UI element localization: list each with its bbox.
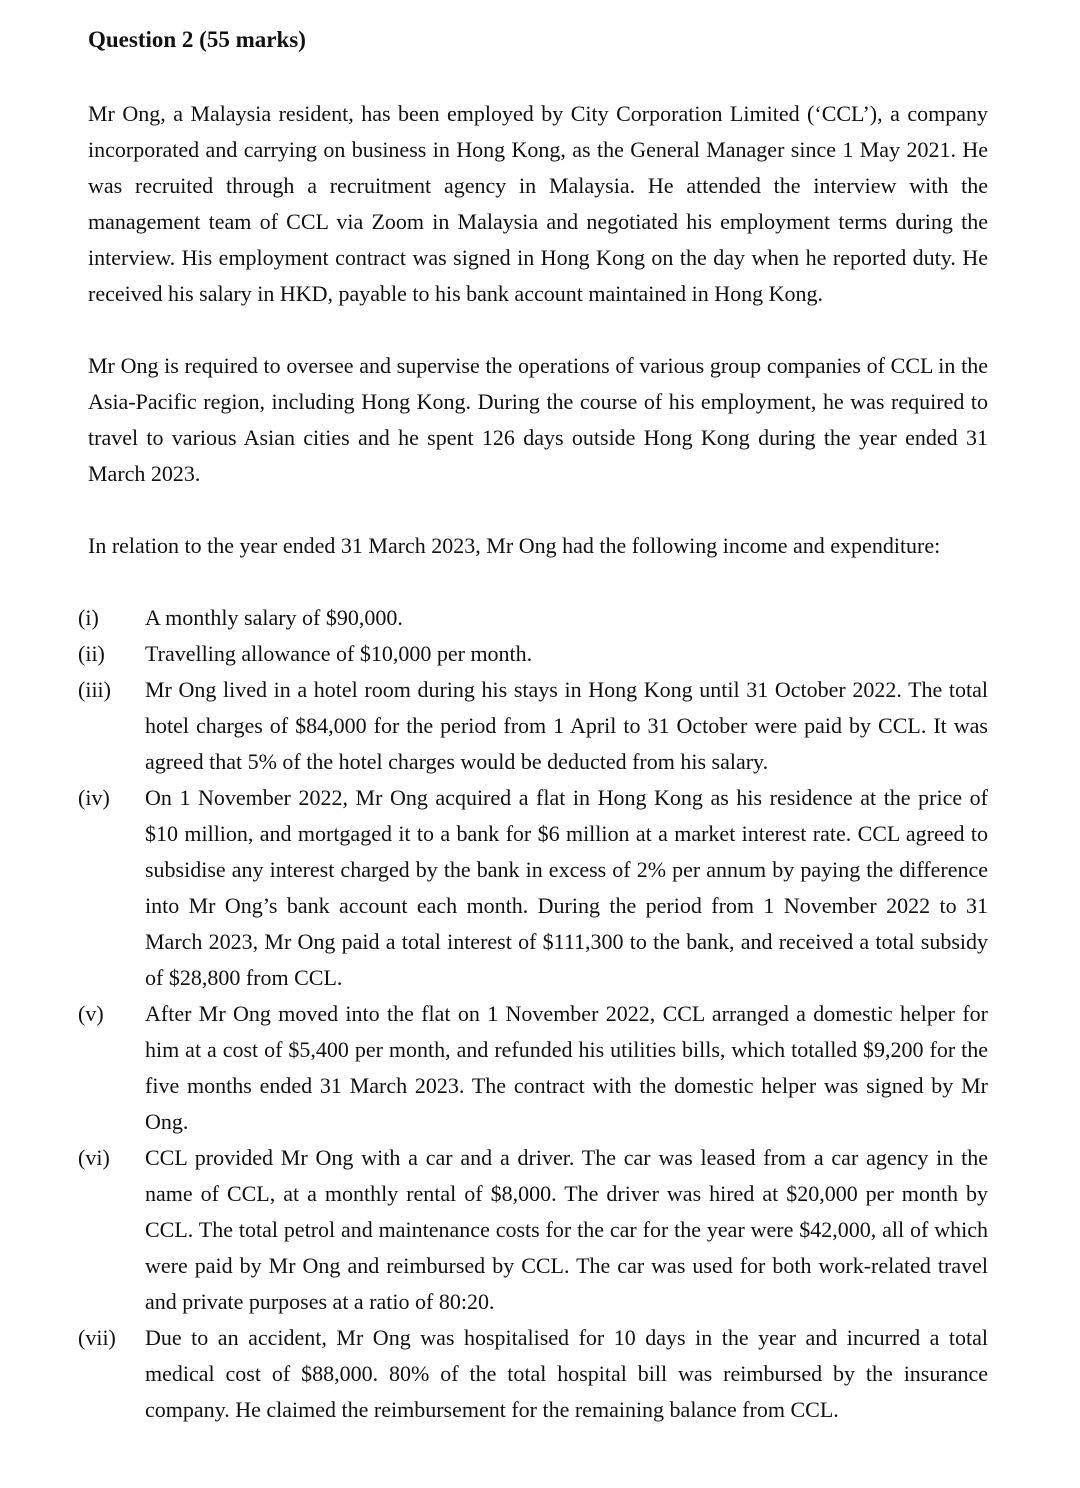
list-item-number: (vii) bbox=[78, 1325, 116, 1350]
list-item bbox=[78, 780, 988, 996]
list-item-text: On 1 November 2022, Mr Ong acquired a flat in Hong Kong as his residence at the price of $10 million, and mortgaged it to a bank for $6 million at a market interest rate. CCL agreed to subsidise any interest charged by the bank in excess of 2% per annum by paying the difference into Mr Ong’s bank account each month. During the period from 1 November 2022 to 31 March 2023, Mr Ong paid a total interest of $111,300 to the bank, and received a total subsidy of $28,800 from CCL. bbox=[145, 785, 988, 990]
list-item-text: Due to an accident, Mr Ong was hospitalised for 10 days in the year and incurred a total medical cost of $88,000. 80% of the total hospital bill was reimbursed by the insurance company. He claimed the reimbursement for the remaining balance from CCL. bbox=[145, 1325, 988, 1422]
list-item-number: (v) bbox=[78, 1001, 104, 1026]
document-page bbox=[78, 24, 988, 1444]
list-item-number: (iii) bbox=[78, 677, 111, 702]
list-item bbox=[78, 1140, 988, 1320]
list-item-text: A monthly salary of $90,000. bbox=[145, 605, 403, 630]
list-item-text: CCL provided Mr Ong with a car and a driver. The car was leased from a car agency in the name of CCL, at a monthly rental of $8,000. The driver was hired at $20,000 per month by CCL. The total petrol and maintenance costs for the car for the year were $42,000, all of which were paid by Mr Ong and reimbursed by CCL. The car was used for both work-related travel and private purposes at a ratio of 80:20. bbox=[145, 1145, 988, 1314]
list-item bbox=[78, 636, 988, 672]
list-item-number: (vi) bbox=[78, 1145, 110, 1170]
list-item-text: Travelling allowance of $10,000 per month. bbox=[145, 641, 533, 666]
list-item bbox=[78, 996, 988, 1140]
list-item-number: (iv) bbox=[78, 785, 110, 810]
list-item-text: Mr Ong lived in a hotel room during his stays in Hong Kong until 31 October 2022. The total hotel charges of $84,000 for the period from 1 April to 31 October were paid by CCL. It was agreed that 5% of the hotel charges would be deducted from his salary. bbox=[145, 677, 988, 774]
list-item bbox=[78, 672, 988, 780]
income-expenditure-list bbox=[78, 600, 988, 1428]
intro-paragraph: Mr Ong, a Malaysia resident, has been employed by City Corporation Limited (‘CCL’), a company incorporated and carrying on business in Hong Kong, as the General Manager since 1 May 2021. He was recruited through a recruitment agency in Malaysia. He attended the interview with the management team of CCL via Zoom in Malaysia and negotiated his employment terms during the interview. His employment contract was signed in Hong Kong on the day when he reported duty. He received his salary in HKD, payable to his bank account maintained in Hong Kong. bbox=[88, 101, 988, 306]
list-item-text: After Mr Ong moved into the flat on 1 November 2022, CCL arranged a domestic helper for him at a cost of $5,400 per month, and refunded his utilities bills, which totalled $9,200 for the five months ended 31 March 2023. The contract with the domestic helper was signed by Mr Ong. bbox=[145, 1001, 988, 1134]
list-item bbox=[78, 1320, 988, 1428]
income-intro-paragraph: In relation to the year ended 31 March 2023, Mr Ong had the following income and expenditure: bbox=[88, 533, 941, 558]
list-item-number: (i) bbox=[78, 605, 99, 630]
list-item bbox=[78, 600, 988, 636]
duties-paragraph: Mr Ong is required to oversee and supervise the operations of various group companies of CCL in the Asia-Pacific region, including Hong Kong. During the course of his employment, he was required to travel to various Asian cities and he spent 126 days outside Hong Kong during the year ended 31 March 2023. bbox=[88, 353, 988, 486]
question-title: Question 2 (55 marks) bbox=[88, 27, 306, 52]
list-item-number: (ii) bbox=[78, 641, 105, 666]
